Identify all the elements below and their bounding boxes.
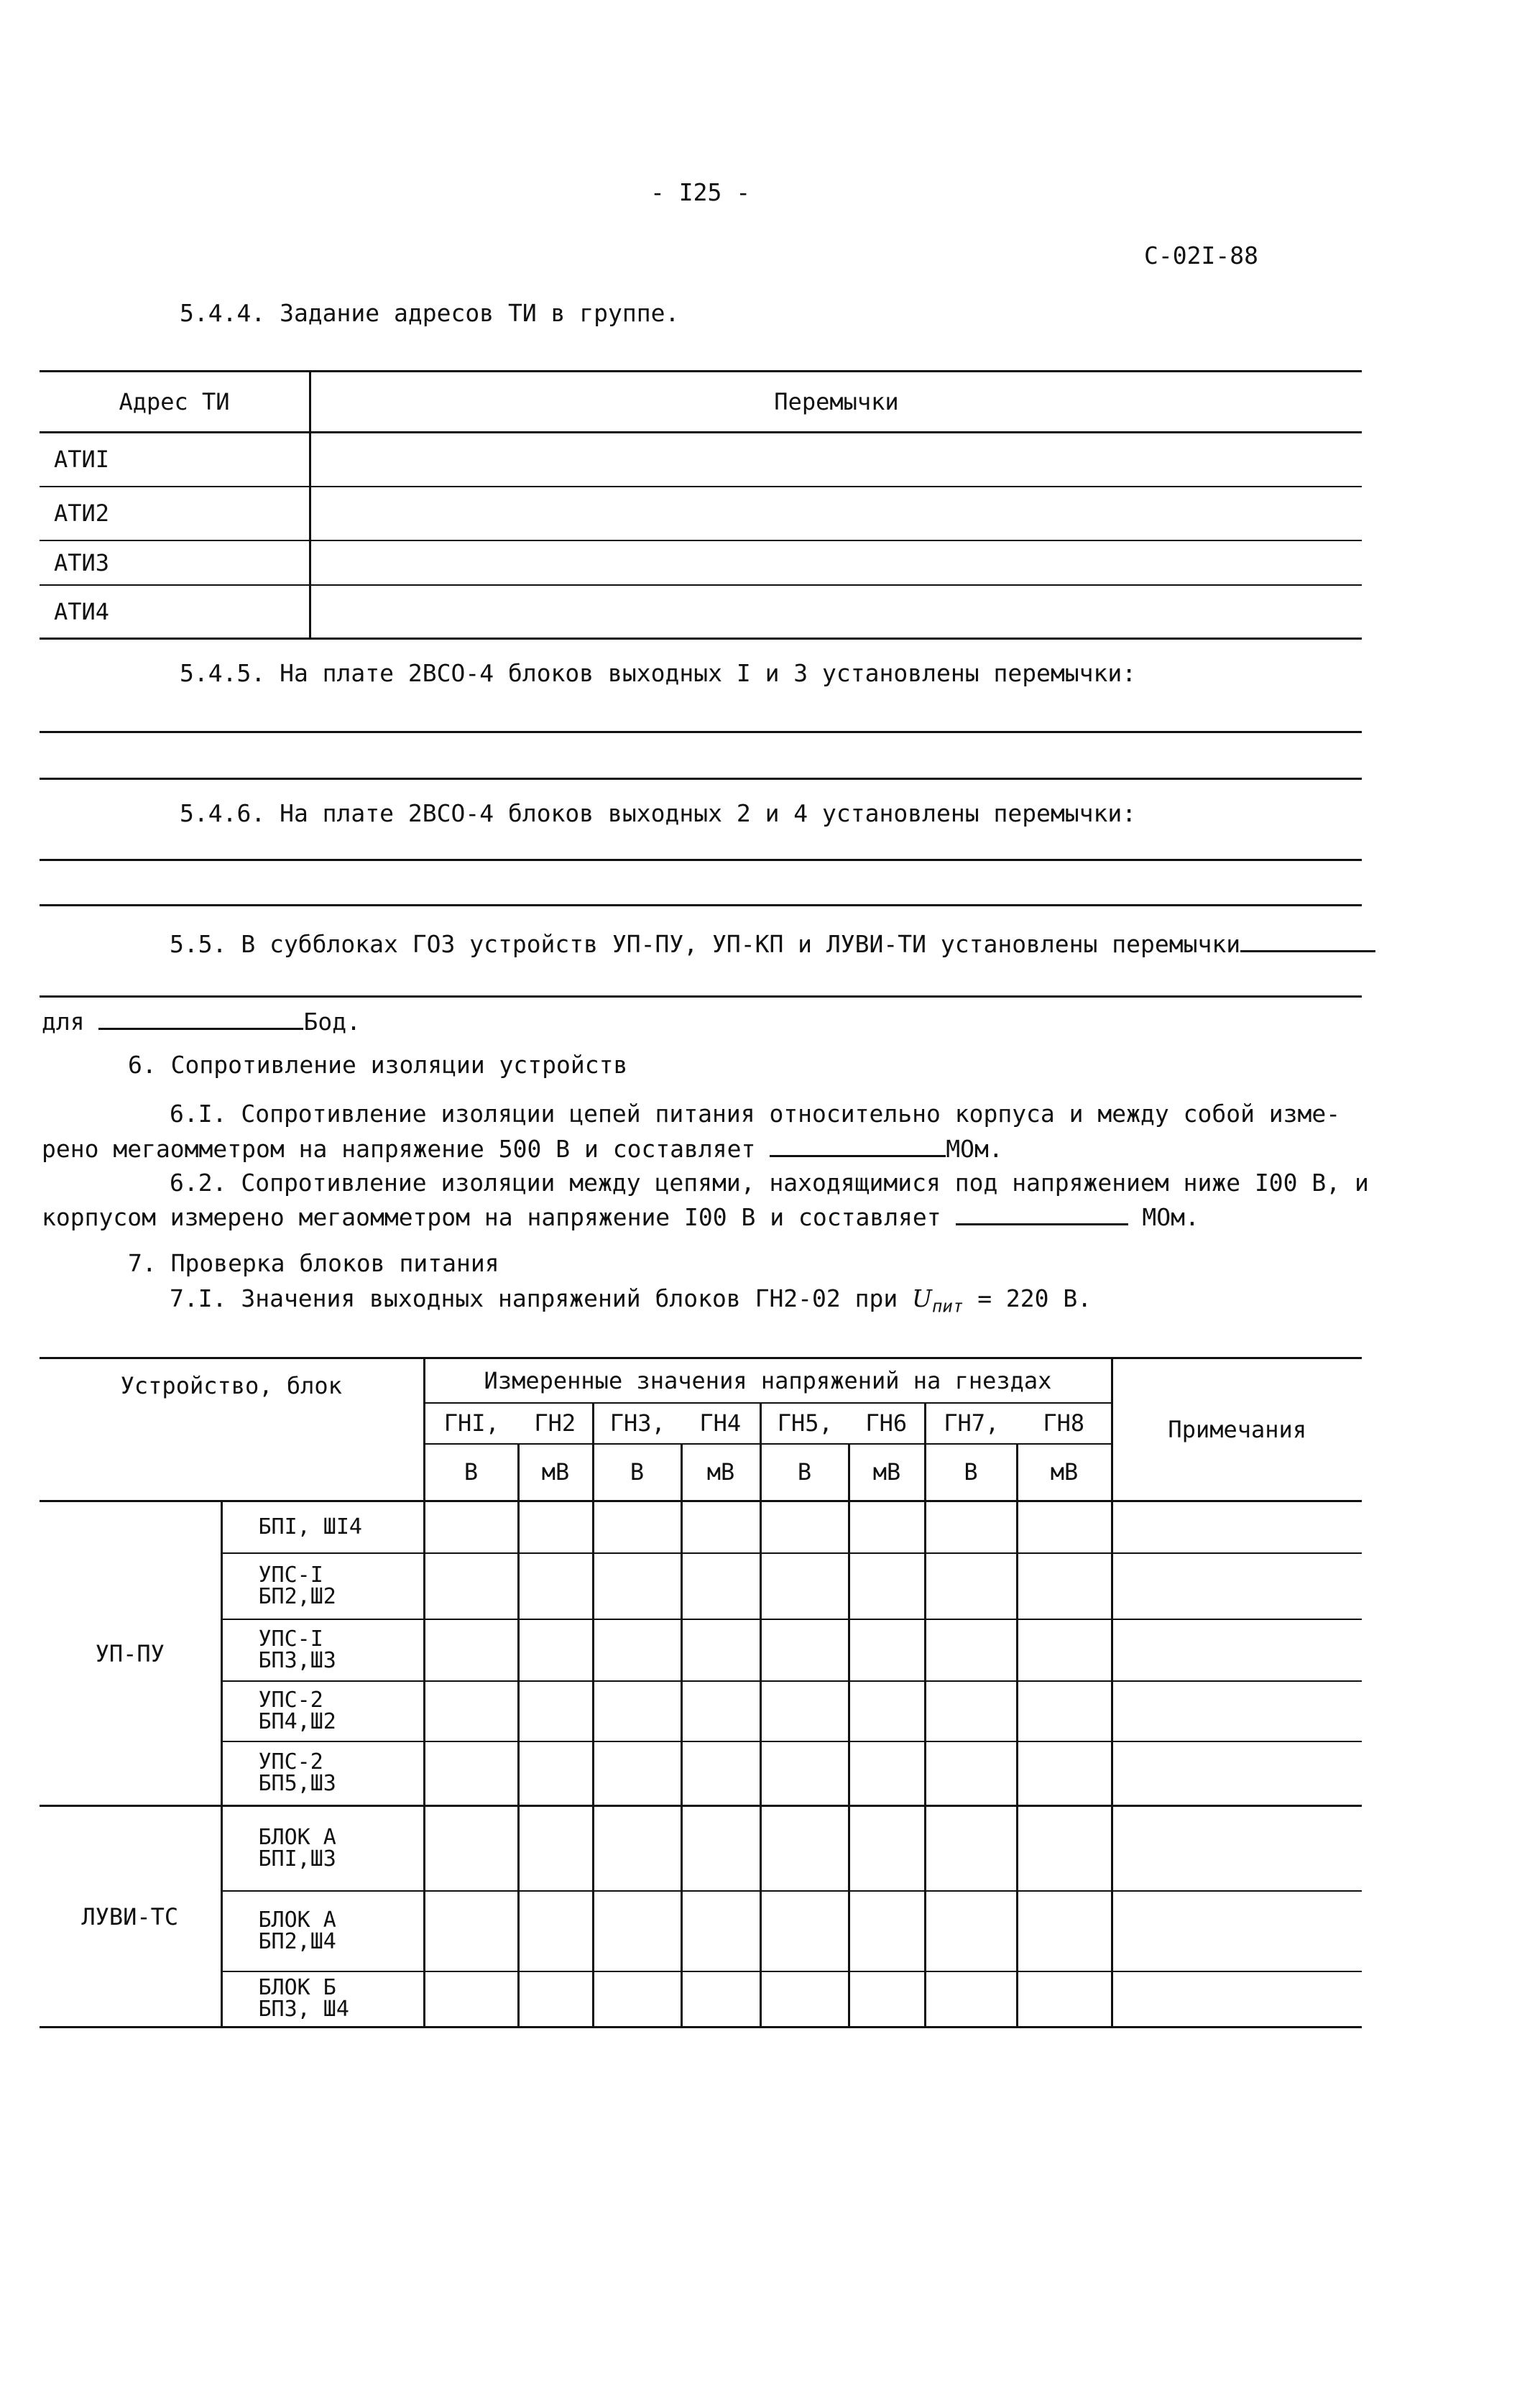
- socket-header: ГН2: [518, 1403, 593, 1444]
- section-6-heading: 6. Сопротивление изоляции устройств: [128, 1051, 628, 1079]
- row-label-line1: УПС-I: [258, 1626, 323, 1652]
- row-label: [221, 1891, 424, 1971]
- row-label-line1: БЛОК А: [258, 1907, 336, 1933]
- row-label-line1: БПI, ШI4: [258, 1514, 362, 1540]
- row-label: [221, 1741, 424, 1806]
- row-label-line1: УПС-I: [258, 1562, 323, 1588]
- row-label-line2: БПI,Ш3: [258, 1846, 336, 1872]
- socket-header: ГН7,: [925, 1403, 1017, 1444]
- col-header-notes: Примечания: [1112, 1358, 1362, 1501]
- row-label-line2: БП4,Ш2: [258, 1708, 336, 1734]
- socket-header: ГН6: [849, 1403, 925, 1444]
- col-header-measured: Измеренные значения напряжений на гнездах: [424, 1358, 1112, 1403]
- table-row-label: АТИ2: [40, 487, 310, 540]
- unit-header: мВ: [681, 1444, 760, 1501]
- table-row-label: АТИI: [40, 433, 310, 487]
- socket-header: ГН8: [1017, 1403, 1112, 1444]
- table-row-label: АТИ3: [40, 540, 310, 585]
- table-row-label: АТИ4: [40, 585, 310, 639]
- row-label-line1: БЛОК А: [258, 1824, 336, 1850]
- blank-line: [40, 995, 1362, 998]
- para-71-value: = 220 В.: [977, 1284, 1092, 1312]
- row-label-line2: БП3,Ш3: [258, 1647, 336, 1673]
- section-55: [170, 929, 1375, 958]
- u-subscript: пит: [931, 1296, 964, 1317]
- unit-mohm: МОм.: [946, 1135, 1003, 1163]
- para-71-text: 7.I. Значения выходных напряжений блоков ГН2-02 при: [170, 1284, 898, 1312]
- row-label-line1: БЛОК Б: [258, 1975, 336, 2001]
- para-62-text: корпусом измерено мегаомметром на напряжение I00 В и составляет: [42, 1203, 941, 1231]
- unit-header: В: [424, 1444, 518, 1501]
- socket-header: ГН3,: [593, 1403, 681, 1444]
- blank-line: [40, 731, 1362, 733]
- section-546: 5.4.6. На плате 2ВСО-4 блоков выходных 2 и 4 установлены перемычки:: [180, 799, 1137, 827]
- socket-header: ГН4: [681, 1403, 760, 1444]
- page-number: - I25 -: [650, 178, 751, 206]
- row-label: [221, 1619, 424, 1681]
- row-label: [221, 1681, 424, 1741]
- table-cell: [310, 487, 1363, 540]
- socket-header: ГН5,: [760, 1403, 849, 1444]
- baud-unit: Бод.: [303, 1008, 361, 1036]
- resistance-field-2: [956, 1202, 1128, 1225]
- unit-header: В: [593, 1444, 681, 1501]
- table-row: [40, 1681, 1362, 1741]
- group-label-luvi-ts: ЛУВИ-ТС: [40, 1806, 221, 2028]
- row-label: [221, 1553, 424, 1619]
- table-row: [40, 1806, 1362, 1891]
- unit-header: В: [925, 1444, 1017, 1501]
- section-7-heading: 7. Проверка блоков питания: [128, 1249, 499, 1277]
- row-label: [221, 1806, 424, 1891]
- table-row: [40, 1619, 1362, 1681]
- baud-field: [98, 1006, 303, 1030]
- table-row: [40, 1741, 1362, 1806]
- row-label-line1: УПС-2: [258, 1687, 323, 1713]
- table-row: [40, 1891, 1362, 1971]
- para-71: [170, 1284, 1092, 1317]
- u-symbol: U: [912, 1284, 932, 1312]
- blank-line: [40, 859, 1362, 861]
- para-61-text: рено мегаомметром на напряжение 500 В и составляет: [42, 1135, 756, 1163]
- table-cell: [310, 585, 1363, 639]
- para-61-line1: 6.I. Сопротивление изоляции цепей питания относительно корпуса и между собой изме-: [170, 1100, 1341, 1128]
- section-545: 5.4.5. На плате 2ВСО-4 блоков выходных I и 3 установлены перемычки:: [180, 659, 1137, 687]
- table-cell: [310, 433, 1363, 487]
- table-row: [40, 1971, 1362, 2028]
- address-table: [40, 370, 1362, 640]
- blank-line: [40, 778, 1362, 780]
- row-label-line2: БП2,Ш4: [258, 1928, 336, 1954]
- row-label-line1: УПС-2: [258, 1749, 323, 1775]
- row-label-line2: БП5,Ш3: [258, 1771, 336, 1797]
- unit-header: мВ: [1017, 1444, 1112, 1501]
- row-label: [221, 1971, 424, 2028]
- document-code: С-02I-88: [1144, 241, 1258, 270]
- row-label-line2: БП2,Ш2: [258, 1583, 336, 1609]
- para-61-line2: [42, 1133, 1003, 1163]
- table-row: [40, 1501, 1362, 1553]
- table-row: [40, 1553, 1362, 1619]
- socket-header: ГНI,: [424, 1403, 518, 1444]
- baud-prefix: для: [42, 1008, 85, 1036]
- blank-line: [40, 904, 1362, 906]
- para-62-line2: [42, 1202, 1199, 1231]
- section-55-text: 5.5. В субблоках ГОЗ устройств УП-ПУ, УП-КП и ЛУВИ-ТИ установлены перемычки: [170, 930, 1241, 958]
- group-label-up-pu: УП-ПУ: [40, 1501, 221, 1806]
- unit-mohm: МОм.: [1142, 1203, 1199, 1231]
- unit-header: мВ: [849, 1444, 925, 1501]
- baud-line: [42, 1006, 361, 1036]
- para-62-line1: 6.2. Сопротивление изоляции между цепями, находящимися под напряжением ниже I00 В, и: [170, 1169, 1369, 1197]
- col-header-address: Адрес ТИ: [40, 372, 310, 433]
- row-label: [221, 1501, 424, 1553]
- section-heading-544: 5.4.4. Задание адресов ТИ в группе.: [180, 299, 680, 327]
- row-label-line2: БП3, Ш4: [258, 1997, 349, 2022]
- resistance-field-1: [770, 1133, 946, 1157]
- voltage-table: [40, 1357, 1362, 2028]
- blank-field: [1240, 929, 1375, 952]
- unit-header: мВ: [518, 1444, 593, 1501]
- table-cell: [310, 540, 1363, 585]
- col-header-jumpers: Перемычки: [310, 372, 1363, 433]
- col-header-device: Устройство, блок: [40, 1358, 424, 1501]
- unit-header: В: [760, 1444, 849, 1501]
